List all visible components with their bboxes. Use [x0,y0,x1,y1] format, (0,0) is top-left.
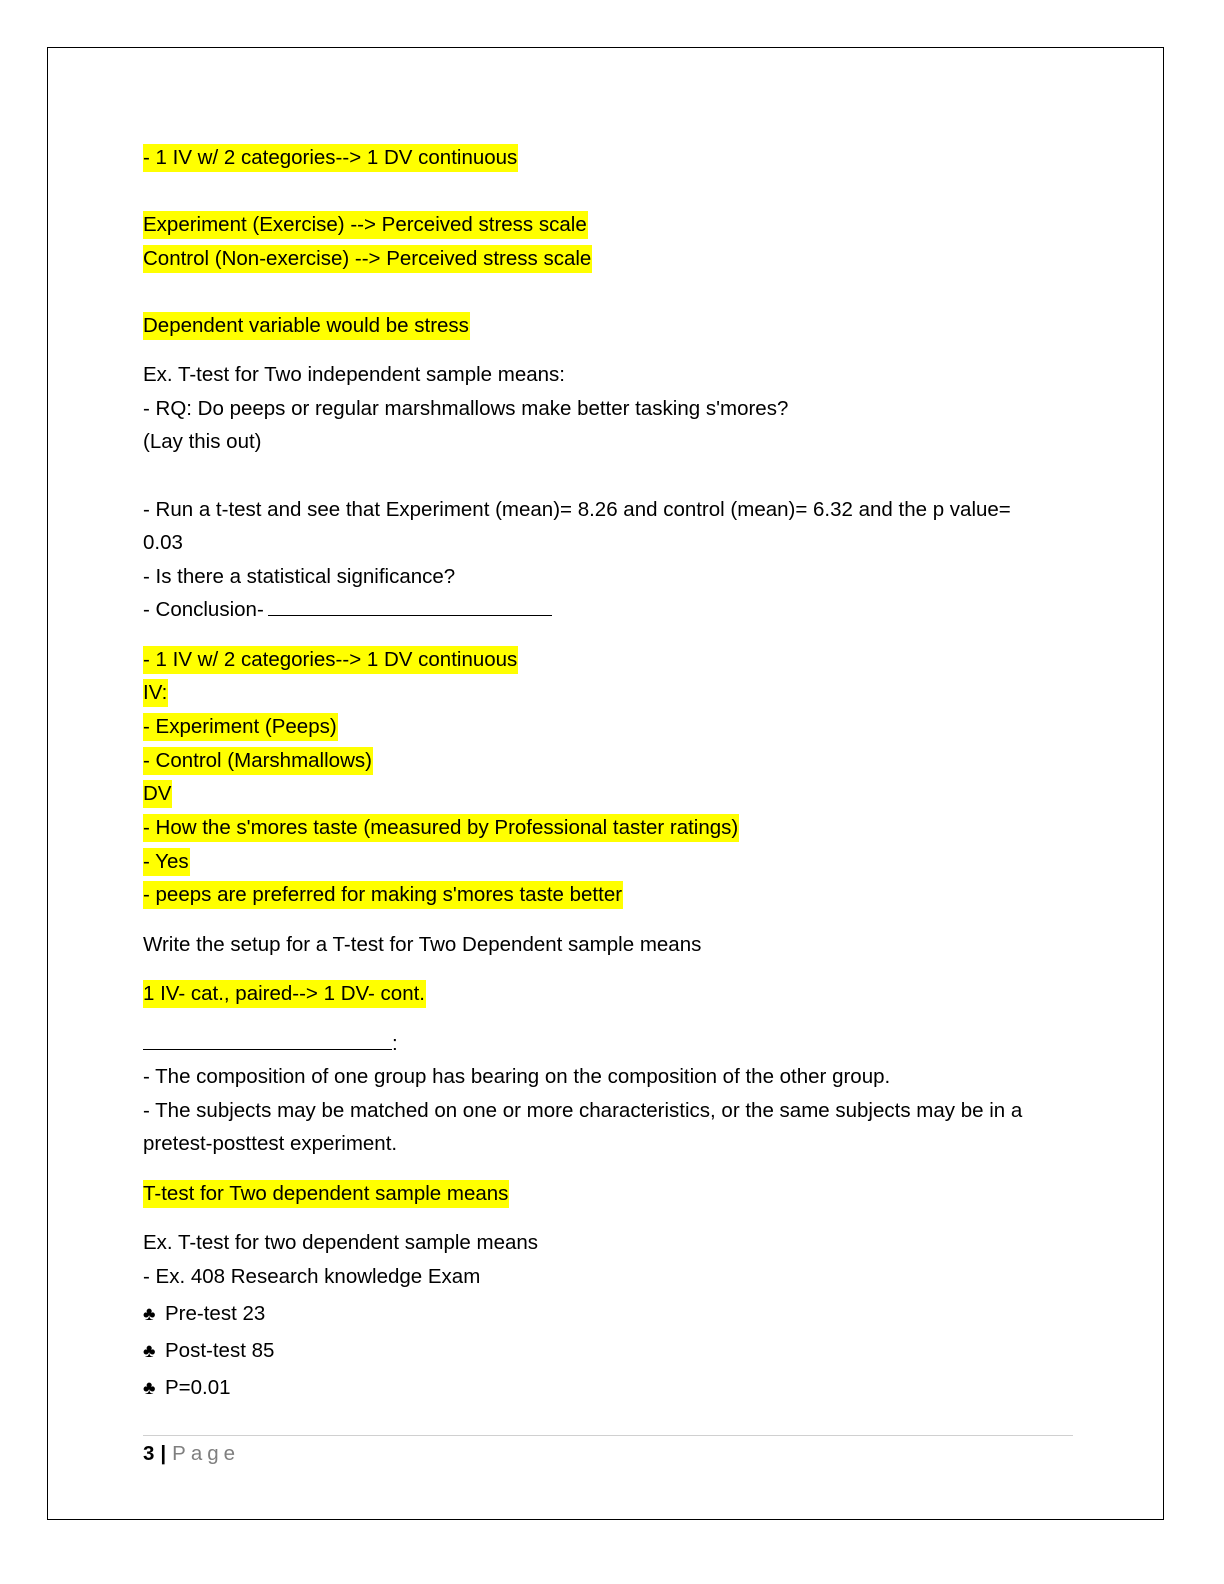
list-item [143,1338,274,1365]
matched-line-1: - The subjects may be matched on one or more characteristics, or the same subjects may be in a [143,1099,1023,1122]
experiment-exercise-line: Experiment (Exercise) --> Perceived stress scale [143,212,588,238]
footer-divider [143,1435,1073,1436]
iv-label: IV: [143,680,168,706]
conclusion-label: - Conclusion- [143,598,264,621]
conclusion-blank [268,597,552,616]
ex-408-line: - Ex. 408 Research knowledge Exam [143,1265,481,1288]
run-ttest-line-1: - Run a t-test and see that Experiment (mean)= 8.26 and control (mean)= 6.32 and the p value= [143,498,1011,521]
pretest-value: Pre-test 23 [165,1302,266,1325]
dv-label: DV [143,781,172,807]
club-bullet-icon: ♣ [143,1341,156,1362]
p-value: P=0.01 [165,1376,231,1399]
page-footer [143,1441,240,1467]
club-bullet-icon: ♣ [143,1378,156,1399]
page-number: 3 [143,1442,155,1465]
ttest-dependent-heading: T-test for Two dependent sample means [143,1181,509,1207]
control-nonexercise-line: Control (Non-exercise) --> Perceived stress scale [143,246,592,272]
design-line-1: - 1 IV w/ 2 categories--> 1 DV continuous [143,145,518,171]
composition-line: - The composition of one group has bearing on the composition of the other group. [143,1065,891,1088]
peeps-conclusion: - peeps are preferred for making s'mores taste better [143,882,623,908]
club-bullet-icon: ♣ [143,1304,156,1325]
ex-independent-heading: Ex. T-test for Two independent sample means: [143,363,566,386]
design-paired: 1 IV- cat., paired--> 1 DV- cont. [143,981,426,1007]
dv-stress-line: Dependent variable would be stress [143,313,470,339]
iv-experiment: - Experiment (Peeps) [143,714,338,740]
iv-control: - Control (Marshmallows) [143,748,373,774]
design-line-2: - 1 IV w/ 2 categories--> 1 DV continuous [143,647,518,673]
write-setup-prompt: Write the setup for a T-test for Two Dependent sample means [143,933,702,956]
definition-blank [143,1031,392,1050]
posttest-value: Post-test 85 [165,1339,275,1362]
definition-blank-line [143,1031,398,1057]
conclusion-line [143,597,552,623]
page-label: Page [172,1442,241,1465]
list-item [143,1301,265,1328]
footer-separator: | [160,1442,167,1465]
lay-out-note: (Lay this out) [143,430,262,453]
significance-question: - Is there a statistical significance? [143,565,456,588]
dv-taste: - How the s'mores taste (measured by Professional taster ratings) [143,815,739,841]
run-ttest-line-2: 0.03 [143,531,183,554]
ex-dependent-heading: Ex. T-test for two dependent sample means [143,1231,539,1254]
research-question: - RQ: Do peeps or regular marshmallows make better tasking s'mores? [143,397,789,420]
yes-answer: - Yes [143,849,190,875]
definition-colon: : [392,1032,398,1055]
matched-line-2: pretest-posttest experiment. [143,1132,398,1155]
list-item [143,1375,231,1402]
